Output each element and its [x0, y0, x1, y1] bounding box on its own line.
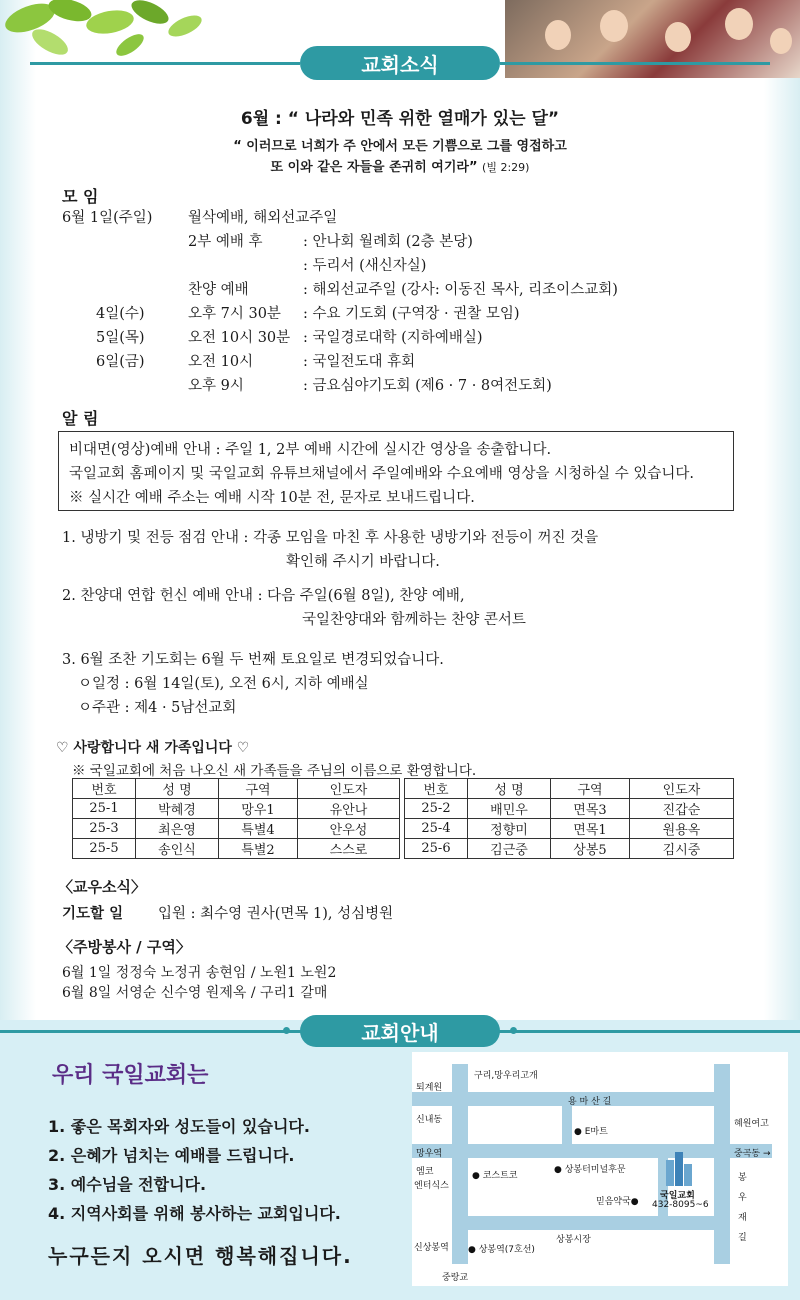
map-church-phone: 432-8095~6	[652, 1200, 709, 1210]
kitchen-heading: 〈주방봉사 / 구역〉	[58, 938, 191, 956]
cell: 망우1	[219, 799, 298, 819]
header-guide: 인도자	[630, 779, 734, 799]
cell: 특별4	[219, 819, 298, 839]
cell: 25-5	[73, 839, 136, 859]
church-point: 3. 예수님을 전합니다.	[48, 1175, 207, 1194]
gathering-time: 월삭예배, 해외선교주일	[188, 210, 338, 226]
verse-line-2: 또 이와 같은 자들을 존귀히 여기라” (빌 2:29)	[270, 160, 530, 175]
table-row	[73, 819, 400, 839]
map-label: 믿음약국●	[596, 1197, 639, 1207]
online-worship-box	[58, 431, 734, 511]
table-row	[405, 819, 734, 839]
kitchen-line: 6월 8일 서영순 신수영 원제옥 / 구리1 갈매	[62, 985, 328, 1001]
header-district: 구역	[219, 779, 298, 799]
church-point: 4. 지역사회를 위해 봉사하는 교회입니다.	[48, 1204, 341, 1223]
online-worship-line: 비대면(영상)예배 안내 : 주일 1, 2부 예배 시간에 실시간 영상을 송출합니다.	[69, 442, 552, 458]
map-label: ● 코스트코	[472, 1171, 518, 1181]
gathering-date: 6일(금)	[96, 354, 145, 370]
cell: 안우성	[298, 819, 400, 839]
map-label: 중곡동 →	[734, 1149, 771, 1159]
online-worship-line: ※ 실시간 예배 주소는 예배 시작 10분 전, 문자로 보내드립니다.	[69, 490, 475, 506]
new-family-table-left	[72, 778, 400, 859]
gathering-time: 2부 예배 후	[188, 234, 263, 250]
map-label: 중랑교	[442, 1273, 469, 1283]
kitchen-line: 6월 1일 정정숙 노정귀 송현임 / 노원1 노원2	[62, 965, 337, 981]
map-label: 퇴계원	[416, 1083, 443, 1093]
gathering-time: 오전 10시 30분	[188, 330, 291, 346]
table-row	[73, 799, 400, 819]
map-label: 신상봉역	[414, 1243, 449, 1253]
choir-photo	[505, 0, 800, 78]
gathering-time: 찬양 예배	[188, 282, 249, 298]
new-family-heading: ♡ 사랑합니다 새 가족입니다 ♡	[56, 740, 250, 756]
cell: 유안나	[298, 799, 400, 819]
map-label: 망우역	[416, 1149, 443, 1159]
church-location-map	[412, 1052, 788, 1286]
map-label: 엠코	[416, 1167, 434, 1177]
map-label: 봉	[738, 1173, 747, 1183]
church-intro-title: 우리 국일교회는	[52, 1058, 208, 1089]
church-closing: 누구든지 오시면 행복해집니다.	[48, 1244, 353, 1268]
verse-line-1: “ 이러므로 너희가 주 안에서 모든 기쁨으로 그를 영접하고	[233, 139, 567, 154]
prayer-label: 기도할 일	[62, 906, 124, 922]
banner-dot-right	[510, 1027, 517, 1034]
new-family-table-right	[404, 778, 734, 859]
map-label: ● 상봉터미널후문	[554, 1165, 626, 1175]
gathering-desc: : 수요 기도회 (구역장 · 권찰 모임)	[303, 306, 520, 322]
cell: 최은영	[136, 819, 219, 839]
church-point: 2. 은혜가 넘치는 예배를 드립니다.	[48, 1146, 295, 1165]
cell: 박혜경	[136, 799, 219, 819]
gathering-date: 5일(목)	[96, 330, 145, 346]
cell: 상봉5	[551, 839, 630, 859]
cell: 특별2	[219, 839, 298, 859]
gathering-desc: : 두리서 (새신자실)	[303, 258, 427, 274]
map-label: ● 상봉역(7호선)	[468, 1245, 535, 1255]
gathering-time: 오후 7시 30분	[188, 306, 281, 322]
prayer-text: 입원 : 최수영 권사(면목 1), 성심병원	[158, 906, 394, 922]
new-family-note: ※ 국일교회에 처음 나오신 새 가족들을 주님의 이름으로 환영합니다.	[72, 763, 477, 779]
map-road	[412, 1144, 772, 1158]
month-theme-title: 6월 : “ 나라와 민족 위한 열매가 있는 달”	[240, 109, 560, 129]
table-header-row	[73, 779, 400, 799]
table-row	[73, 839, 400, 859]
notice-item-1-cont: 확인해 주시기 바랍니다.	[286, 554, 440, 570]
map-label: 구리,망우리고개	[474, 1071, 538, 1081]
notice-heading: 알 림	[62, 409, 99, 428]
map-label: 길	[738, 1233, 747, 1243]
leaves-decoration	[0, 0, 230, 70]
notice-item-2: 2. 찬양대 연합 헌신 예배 안내 : 다음 주일(6월 8일), 찬양 예배,	[62, 588, 465, 604]
church-guide-banner: 교회안내	[300, 1015, 500, 1047]
map-church-label: 국일교회	[660, 1191, 695, 1201]
church-news-banner: 교회소식	[300, 46, 500, 80]
gathering-desc: : 금요심야기도회 (제6 · 7 · 8여전도회)	[303, 378, 552, 394]
notice-item-3: 3. 6월 조찬 기도회는 6월 두 번째 토요일로 변경되었습니다.	[62, 652, 444, 668]
table-header-row	[405, 779, 734, 799]
banner-line-left	[30, 62, 300, 65]
cell: 면목1	[551, 819, 630, 839]
table-row	[405, 799, 734, 819]
map-road	[452, 1216, 730, 1230]
header-district: 구역	[551, 779, 630, 799]
gathering-heading: 모 임	[62, 187, 99, 206]
cell: 김시중	[630, 839, 734, 859]
cell: 정향미	[468, 819, 551, 839]
gathering-desc: : 국일경로대학 (지하예배실)	[303, 330, 483, 346]
gathering-date: 6월 1일(주일)	[62, 210, 153, 226]
cell: 25-4	[405, 819, 468, 839]
map-label: 우	[738, 1193, 747, 1203]
gathering-time: 오전 10시	[188, 354, 254, 370]
header-number: 번호	[405, 779, 468, 799]
cell: 25-6	[405, 839, 468, 859]
map-label: 엔터식스	[414, 1181, 449, 1191]
cell: 25-2	[405, 799, 468, 819]
map-label: 신내동	[416, 1115, 443, 1125]
cell: 원용옥	[630, 819, 734, 839]
header-name: 성 명	[136, 779, 219, 799]
cell: 25-1	[73, 799, 136, 819]
cell: 송인식	[136, 839, 219, 859]
cell: 배민우	[468, 799, 551, 819]
gathering-desc: : 안나회 월례회 (2층 본당)	[303, 234, 473, 250]
cell: 스스로	[298, 839, 400, 859]
online-worship-line: 국일교회 홈페이지 및 국일교회 유튜브채널에서 주일예배와 수요예배 영상을 시청하실 수 있습니다.	[69, 466, 694, 482]
cell: 김근중	[468, 839, 551, 859]
gathering-time: 오후 9시	[188, 378, 244, 394]
cell: 25-3	[73, 819, 136, 839]
header-guide: 인도자	[298, 779, 400, 799]
notice-item-1: 1. 냉방기 및 전등 점검 안내 : 각종 모임을 마친 후 사용한 냉방기와 전등이 꺼진 것을	[62, 530, 599, 546]
cell: 면목3	[551, 799, 630, 819]
banner-line-right	[500, 62, 770, 65]
map-label: 혜원여고	[734, 1119, 769, 1129]
gathering-desc: : 해외선교주일 (강사: 이동진 목사, 리조이스교회)	[303, 282, 618, 298]
header-name: 성 명	[468, 779, 551, 799]
map-label: 용 마 산 길	[568, 1097, 612, 1107]
verse-ref: (빌 2:29)	[482, 161, 530, 174]
banner-dot-left	[283, 1027, 290, 1034]
map-label: 재	[738, 1213, 747, 1223]
table-row	[405, 839, 734, 859]
members-news-heading: 〈교우소식〉	[58, 878, 146, 896]
cell: 진갑순	[630, 799, 734, 819]
gathering-date: 4일(수)	[96, 306, 145, 322]
gathering-desc: : 국일전도대 휴회	[303, 354, 416, 370]
map-label: ● E마트	[574, 1127, 608, 1137]
notice-item-2-cont: 국일찬양대와 함께하는 찬양 콘서트	[302, 612, 526, 628]
notice-item-3-schedule: ㅇ일정 : 6월 14일(토), 오전 6시, 지하 예배실	[78, 676, 369, 692]
church-point: 1. 좋은 목회자와 성도들이 있습니다.	[48, 1117, 310, 1136]
notice-item-3-host: ㅇ주관 : 제4 · 5남선교회	[78, 700, 237, 716]
header-number: 번호	[73, 779, 136, 799]
map-label: 상봉시장	[556, 1235, 591, 1245]
church-building-icon	[664, 1150, 694, 1186]
